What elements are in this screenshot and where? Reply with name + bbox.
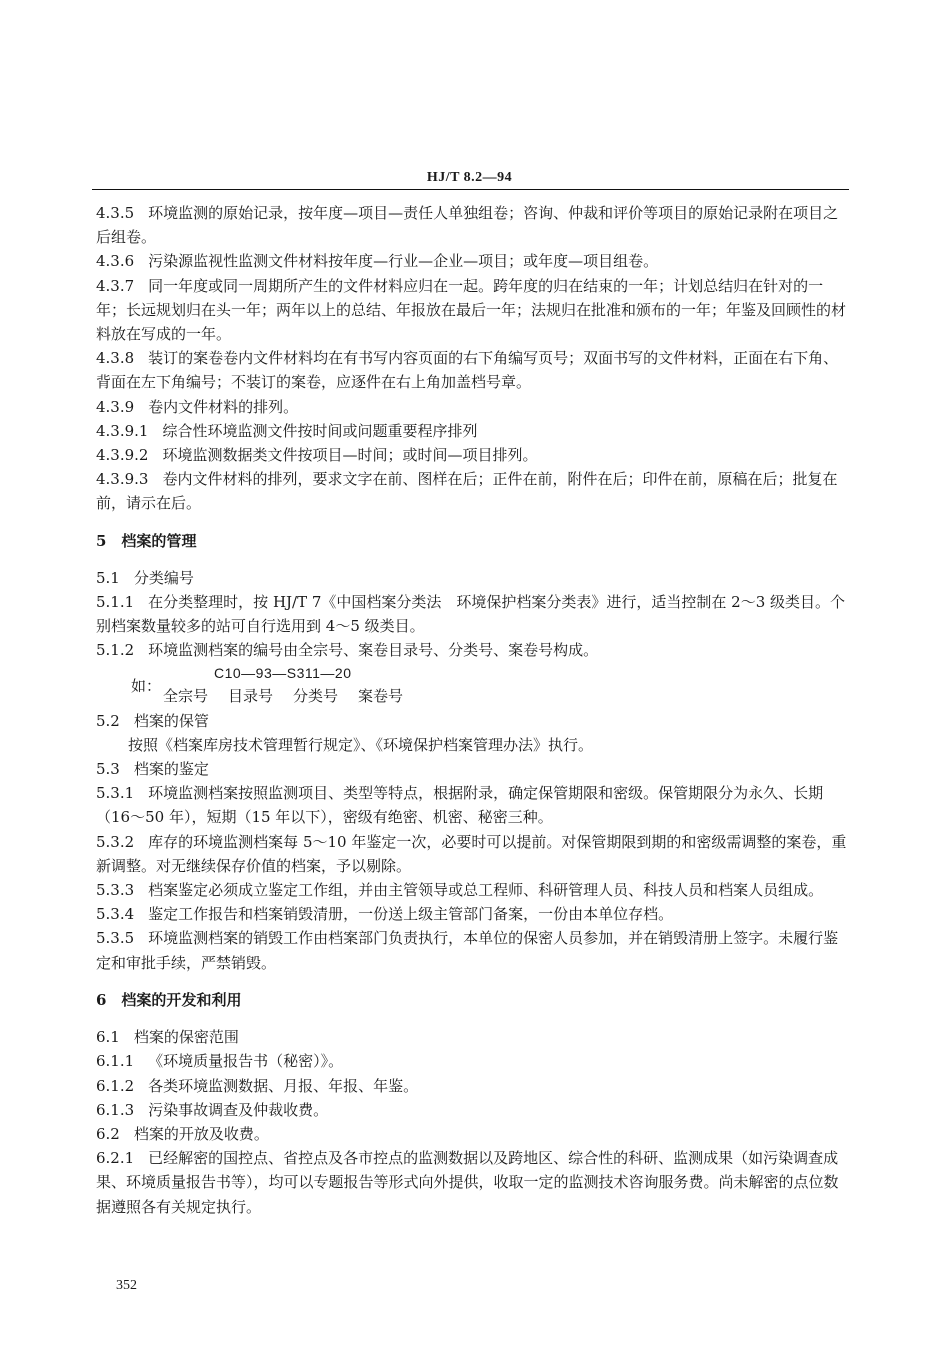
clause-text: 装订的案卷卷内文件材料均在有书写内容页面的右下角编写页号；双面书写的文件材料，正面在右下角、背面在左下角编号；不装订的案卷，应逐件在右上角加盖档号章。: [96, 349, 839, 392]
clause-number: 4.3.9: [96, 397, 135, 416]
clause-text: 档案的开放及收费。: [133, 1124, 269, 1143]
clause-5-3-3: [96, 878, 848, 902]
archive-number-example: [96, 663, 848, 709]
clause-number: 5.3.5: [96, 929, 135, 948]
clause-text: 在分类整理时，按 HJ/T 7《中国档案分类法 环境保护档案分类表》进行，适当控制在 2～3 级类目。个别档案数量较多的站可自行选用到 4～5 级类目。: [96, 593, 846, 636]
clause-5-2: [96, 709, 848, 733]
clause-text: 鉴定工作报告和档案销毁清册，一份送上级主管部门备案，一份由本单位存档。: [148, 905, 674, 924]
example-code: C10—93—S311—20: [214, 664, 352, 681]
clause-4-3-9-1: [96, 419, 848, 443]
clause-number: 5.3.1: [96, 784, 135, 803]
clause-6-1-3: [96, 1098, 848, 1122]
header-rule: [92, 189, 849, 190]
clause-text: 污染源监视性监测文件材料按年度—行业—企业—项目；或年度—项目组卷。: [148, 252, 659, 271]
clause-number: 6.2: [96, 1124, 120, 1143]
clause-6-1-2: [96, 1074, 848, 1098]
clause-number: 5.1.1: [96, 593, 135, 612]
clause-number: 5.1.2: [96, 641, 135, 660]
clause-number: 6.1.1: [96, 1052, 135, 1071]
clause-4-3-8: [96, 346, 848, 394]
clause-text: 分类编号: [133, 568, 194, 587]
clause-text: 环境监测数据类文件按项目—时间；或时间—项目排列。: [162, 446, 538, 465]
clause-number: 5.2: [96, 711, 120, 730]
example-part: 全宗号: [163, 686, 209, 705]
clause-number: 5.1: [96, 568, 120, 587]
clause-4-3-7: [96, 274, 848, 347]
clause-4-3-9-3: [96, 467, 848, 515]
clause-number: 4.3.9.2: [96, 446, 149, 465]
clause-number: 4.3.5: [96, 204, 135, 222]
example-part: 分类号: [293, 686, 339, 705]
clause-number: 6.1.2: [96, 1076, 135, 1095]
clause-5-1: [96, 566, 848, 590]
clause-text: 各类环境监测数据、月报、年报、年鉴。: [148, 1076, 419, 1095]
clause-6-2-1: [96, 1146, 848, 1219]
clause-5-1-1: [96, 590, 848, 638]
example-parts: [163, 684, 423, 708]
document-code-header: HJ/T 8.2—94: [426, 170, 513, 185]
clause-5-1-2: [96, 638, 848, 662]
clause-5-3-5: [96, 926, 848, 974]
clause-number: 6.2.1: [96, 1149, 135, 1168]
clause-number: 4.3.9.1: [96, 421, 149, 440]
clause-number: 5.3.4: [96, 905, 135, 924]
clause-text: 环境监测档案按照监测项目、类型等特点，根据附录，确定保管期限和密级。保管期限分为永久、长期（16～50 年），短期（15 年以下），密级有绝密、机密、秘密三种。: [96, 784, 824, 827]
clause-5-3-1: [96, 781, 848, 829]
clause-text: 档案鉴定必须成立鉴定工作组，并由主管领导或总工程师、科研管理人员、科技人员和档案人员组成。: [148, 881, 824, 900]
clause-number: 6.1.3: [96, 1100, 135, 1119]
clause-5-3: [96, 757, 848, 781]
clause-6-1: [96, 1025, 848, 1049]
clause-5-3-4: [96, 902, 848, 926]
clause-text: 库存的环境监测档案每 5～10 年鉴定一次，必要时可以提前。对保管期限到期的和密级需调整的案卷，重新调整。对无继续保存价值的档案，予以剔除。: [96, 832, 847, 875]
clause-number: 4.3.7: [96, 276, 135, 295]
clause-text: 《环境质量报告书（秘密）》。: [148, 1052, 344, 1071]
clause-text: 已经解密的国控点、省控点及各市控点的监测数据以及跨地区、综合性的科研、监测成果（如污染调查成果、环境质量报告书等），均可以专题报告等形式向外提供，收取一定的监测技术咨询服务费。尚未解密的点位数据遵照各有关规定执行。: [96, 1149, 839, 1216]
clause-5-2-body: 按照《档案库房技术管理暂行规定》、《环境保护档案管理办法》执行。: [128, 735, 594, 754]
clause-text: 污染事故调查及仲裁收费。: [148, 1100, 329, 1119]
page-number: 352: [116, 1278, 137, 1293]
clause-number: 5.3.3: [96, 881, 135, 900]
clause-text: 档案的鉴定: [133, 760, 209, 779]
clause-number: 4.3.8: [96, 349, 135, 368]
clause-number: 5.3: [96, 760, 120, 779]
example-part: 目录号: [228, 686, 274, 705]
example-label: 如：: [131, 676, 162, 695]
clause-text: 档案的保密范围: [133, 1028, 239, 1047]
clause-text: 卷内文件材料的排列。: [148, 397, 299, 416]
clause-text: 综合性环境监测文件按时间或问题重要程序排列: [162, 421, 478, 440]
example-part: 案卷号: [358, 686, 404, 705]
clause-text: 卷内文件材料的排列，要求文字在前、图样在后；正件在前，附件在后；印件在前，原稿在后；批复在前，请示在后。: [96, 470, 838, 513]
clause-number: 4.3.9.3: [96, 470, 149, 489]
clause-5-3-2: [96, 830, 848, 878]
clause-4-3-5: [96, 201, 848, 249]
clause-6-1-1: [96, 1049, 848, 1073]
document-body: [96, 201, 848, 1219]
clause-text: 环境监测档案的销毁工作由档案部门负责执行，本单位的保密人员参加，并在销毁清册上签字。未履行鉴定和审批手续，严禁销毁。: [96, 929, 839, 972]
clause-4-3-6: [96, 249, 848, 273]
clause-text: 档案的保管: [133, 711, 209, 730]
clause-4-3-9: [96, 395, 848, 419]
clause-text: 同一年度或同一周期所产生的文件材料应归在一起。跨年度的归在结束的一年；计划总结归在针对的一年；长远规划归在头一年；两年以上的总结、年报放在最后一年；法规归在批准和颁布的一年；年鉴及回顾性的材料放在写成的一年。: [96, 276, 847, 344]
section-5-heading: 5 档案的管理: [96, 531, 197, 550]
clause-text: 环境监测的原始记录，按年度—项目—责任人单独组卷；咨询、仲裁和评价等项目的原始记录附在项目之后组卷。: [96, 204, 839, 247]
section-6-heading: 6 档案的开发和利用: [96, 990, 242, 1009]
clause-number: 6.1: [96, 1028, 120, 1047]
clause-number: 5.3.2: [96, 832, 135, 851]
clause-6-2: [96, 1122, 848, 1146]
clause-4-3-9-2: [96, 443, 848, 467]
clause-text: 环境监测档案的编号由全宗号、案卷目录号、分类号、案卷号构成。: [148, 641, 599, 660]
clause-number: 4.3.6: [96, 252, 135, 271]
